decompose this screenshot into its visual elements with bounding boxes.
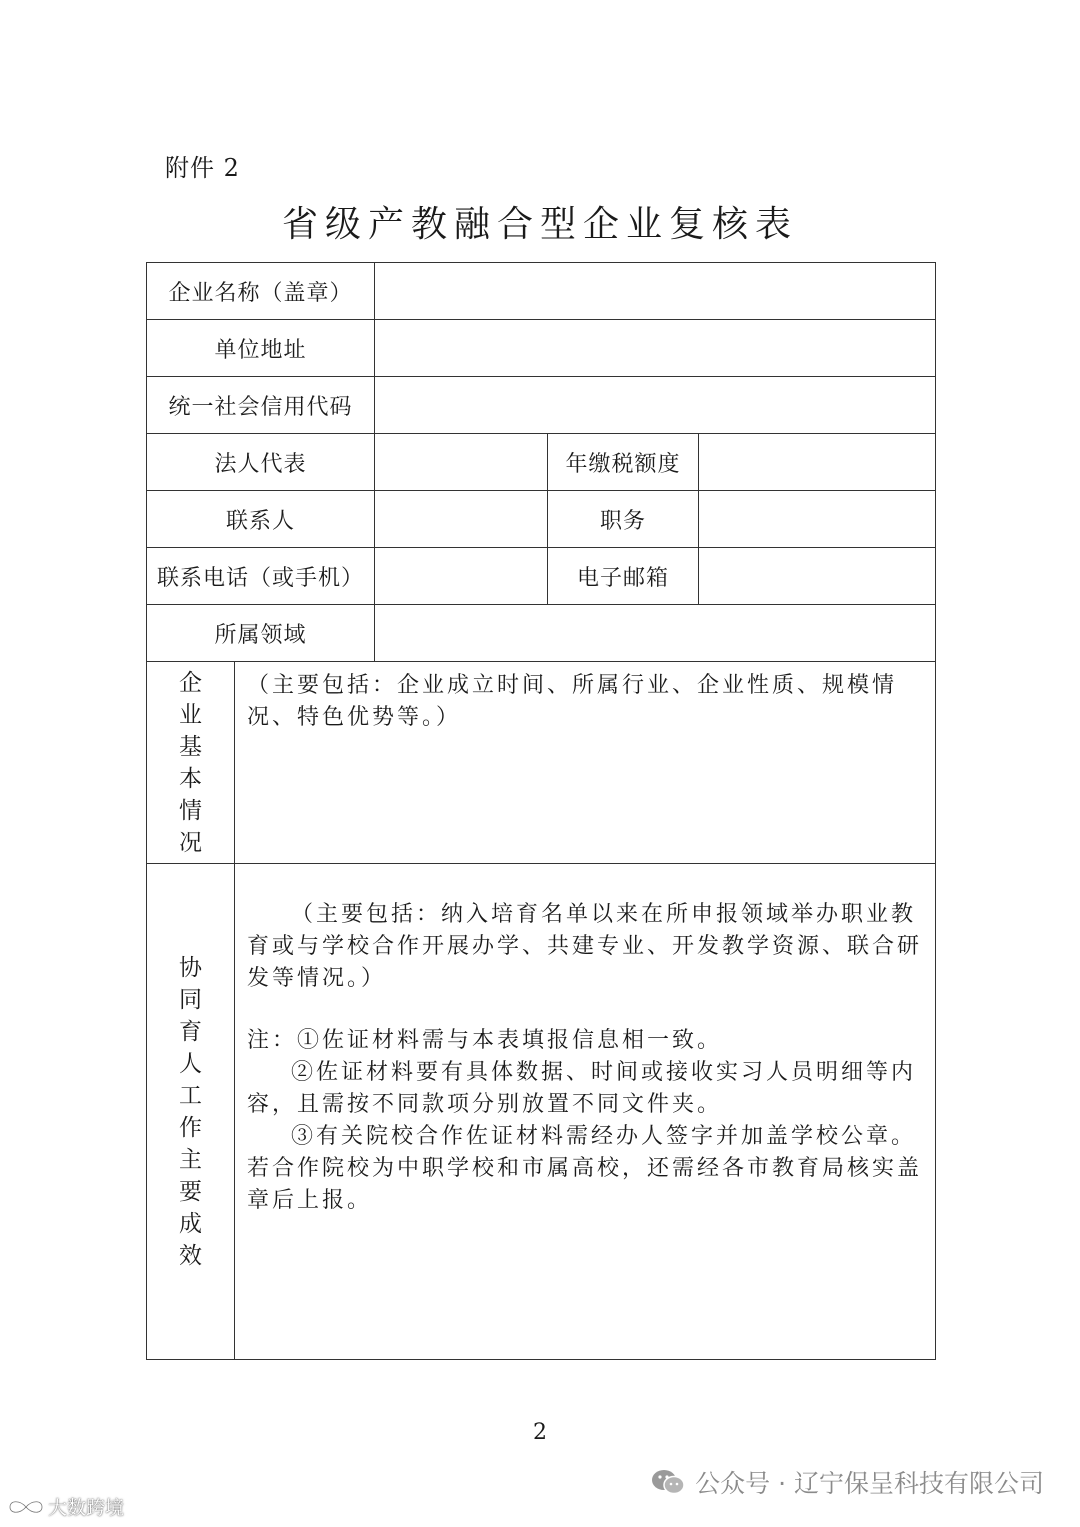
basic-info-label-char: 情 (179, 797, 202, 824)
position-field[interactable] (699, 491, 936, 548)
row-field (147, 605, 936, 662)
note-item: ②佐证材料要有具体数据、时间或接收实习人员明细等内容，且需按不同款项分别放置不同文件夹。 (247, 1060, 917, 1117)
basic-info-description: （主要包括：企业成立时间、所属行业、企业性质、规模情况、特色优势等。） (247, 673, 898, 730)
credit-code-field[interactable] (375, 377, 936, 434)
address-field[interactable] (375, 320, 936, 377)
address-label: 单位地址 (147, 320, 375, 377)
row-legal-rep (147, 434, 936, 491)
watermark-wechat (651, 1464, 1044, 1500)
achievements-label-char: 效 (179, 1242, 202, 1269)
basic-info-label (147, 662, 235, 864)
achievements-label (147, 864, 235, 1360)
achievements-label-char: 要 (179, 1178, 202, 1205)
annual-tax-field[interactable] (699, 434, 936, 491)
achievements-description: （主要包括：纳入培育名单以来在所申报领域举办职业教育或与学校合作开展办学、共建专业、开发教学资源、联合研发等情况。） (247, 902, 923, 991)
legal-rep-field[interactable] (375, 434, 548, 491)
field-field[interactable] (375, 605, 936, 662)
achievements-label-char: 育 (179, 1018, 202, 1045)
row-credit-code (147, 377, 936, 434)
watermark-source (6, 1493, 124, 1520)
email-label: 电子邮箱 (548, 548, 699, 605)
basic-info-label-char: 企 (179, 669, 202, 696)
achievements-label-char: 成 (179, 1210, 202, 1237)
watermark-source-text: 大数跨境 (48, 1497, 125, 1519)
achievements-label-char: 主 (179, 1146, 202, 1173)
infinity-logo-icon (6, 1496, 46, 1518)
row-address (147, 320, 936, 377)
row-basic-info (147, 662, 936, 864)
contact-field[interactable] (375, 491, 548, 548)
position-label: 职务 (548, 491, 699, 548)
basic-info-label-char: 本 (179, 765, 202, 792)
contact-label: 联系人 (147, 491, 375, 548)
basic-info-label-char: 况 (179, 829, 202, 856)
email-field[interactable] (699, 548, 936, 605)
legal-rep-label: 法人代表 (147, 434, 375, 491)
field-label: 所属领域 (147, 605, 375, 662)
phone-label: 联系电话（或手机） (147, 548, 375, 605)
achievements-label-char: 作 (179, 1114, 202, 1141)
note-item: 注：①佐证材料需与本表填报信息相一致。 (247, 1028, 723, 1053)
attachment-label: 附件 2 (165, 154, 240, 182)
achievements-field[interactable] (235, 864, 936, 1360)
row-company-name (147, 263, 936, 320)
achievements-label-char: 工 (179, 1082, 202, 1109)
achievements-label-char: 同 (179, 986, 202, 1013)
credit-code-label: 统一社会信用代码 (147, 377, 375, 434)
basic-info-field[interactable] (235, 662, 936, 864)
achievements-label-char: 协 (179, 954, 202, 981)
form-title: 省级产教融合型企业复核表 (281, 204, 798, 245)
watermark-text: 公众号 · 辽宁保呈科技有限公司 (695, 1469, 1044, 1498)
wechat-icon (651, 1469, 685, 1495)
row-contact (147, 491, 936, 548)
achievements-label-char: 人 (179, 1050, 202, 1077)
company-name-label: 企业名称（盖章） (147, 263, 375, 320)
row-achievements (147, 864, 936, 1360)
company-name-field[interactable] (375, 263, 936, 320)
annual-tax-label: 年缴税额度 (548, 434, 699, 491)
note-item: ③有关院校合作佐证材料需经办人签字并加盖学校公章。若合作院校为中职学校和市属高校，还需经各市教育局核实盖章后上报。 (247, 1124, 923, 1213)
row-phone (147, 548, 936, 605)
notes-block (247, 1025, 925, 1217)
basic-info-label-char: 基 (179, 733, 202, 760)
basic-info-label-char: 业 (179, 701, 202, 728)
page-number: 2 (533, 1420, 547, 1445)
phone-field[interactable] (375, 548, 548, 605)
review-form-table (146, 262, 936, 1360)
